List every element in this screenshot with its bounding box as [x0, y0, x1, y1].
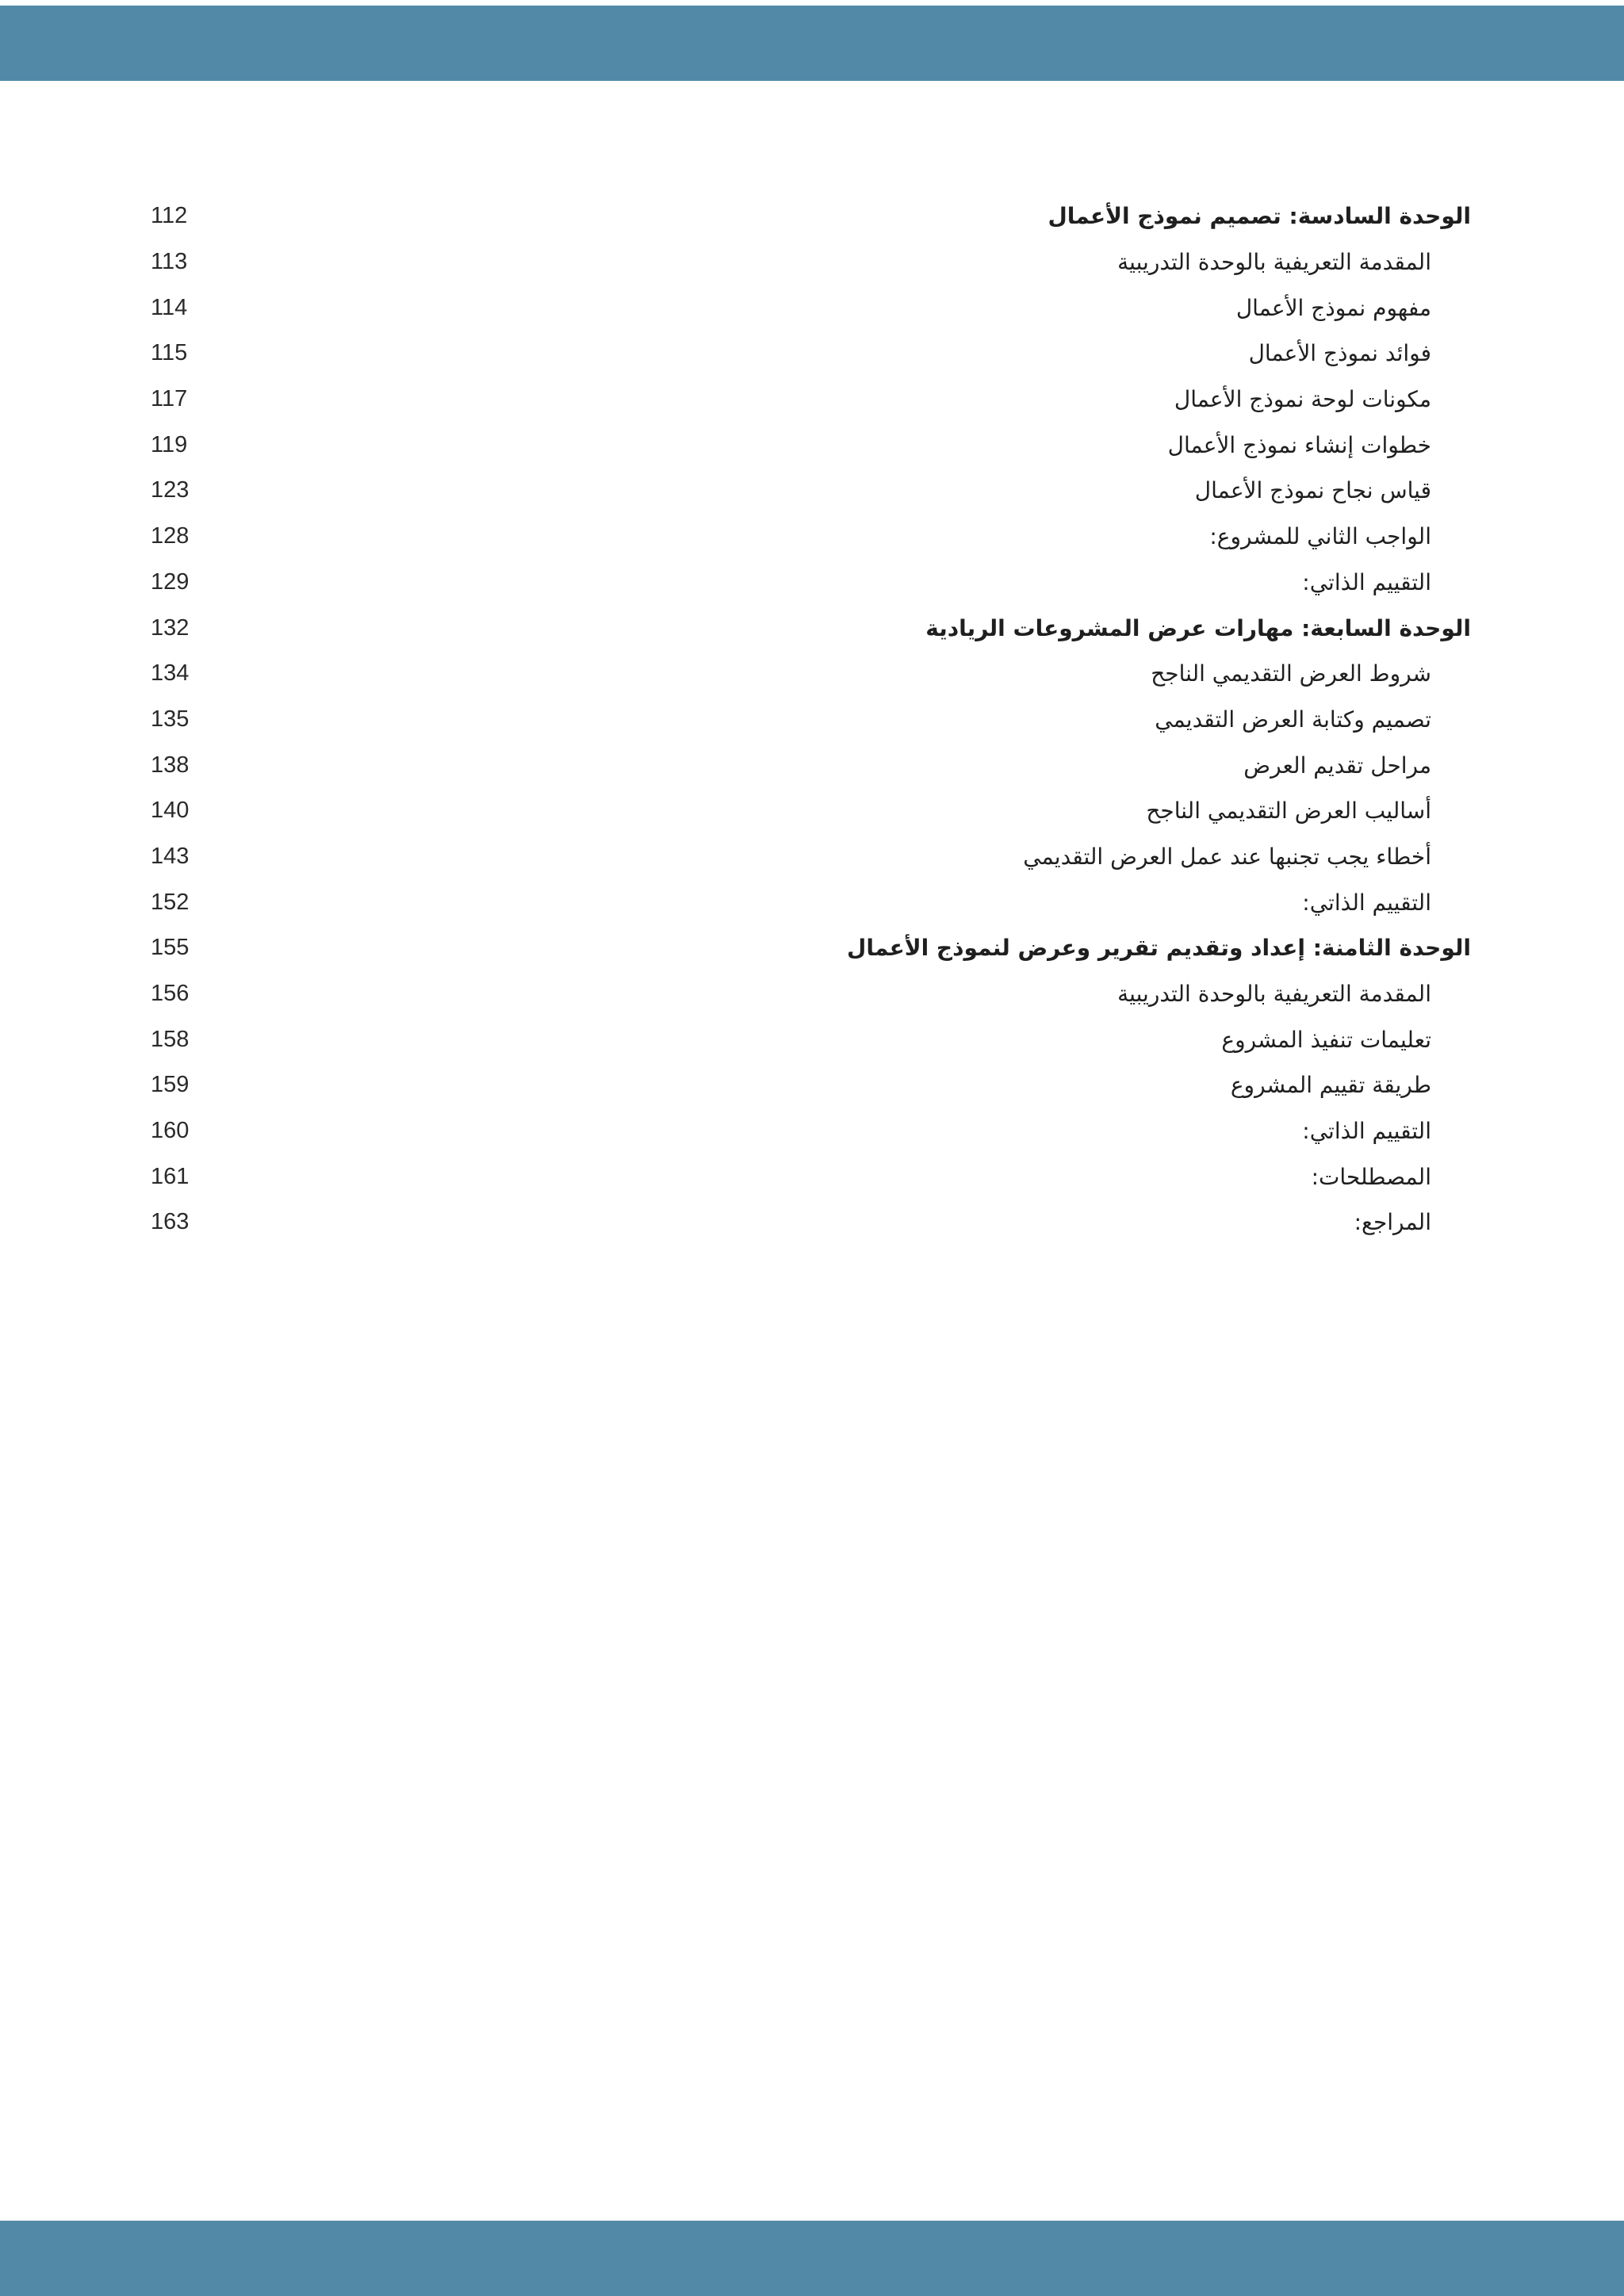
toc-entry-title: الوحدة السادسة: تصميم نموذج الأعمال — [1048, 203, 1471, 230]
toc-entry-title: التقييم الذاتي: — [1302, 568, 1431, 595]
toc-page-number: 129 — [151, 568, 190, 595]
toc-entry[interactable] — [151, 331, 1471, 377]
toc-entry[interactable] — [151, 468, 1471, 514]
toc-entry-title: شروط العرض التقديمي الناجح — [1151, 660, 1431, 687]
toc-entry-title: الوحدة السابعة: مهارات عرض المشروعات الريادية — [925, 614, 1471, 641]
toc-entry[interactable] — [151, 1200, 1471, 1246]
toc-entry[interactable] — [151, 514, 1471, 560]
toc-page-number: 115 — [151, 340, 188, 366]
toc-entry[interactable] — [151, 1016, 1471, 1062]
toc-page-number: 155 — [151, 935, 190, 961]
toc-entry-title: فوائد نموذج الأعمال — [1248, 340, 1431, 367]
toc-page-number: 163 — [151, 1209, 190, 1235]
toc-page-number: 152 — [151, 889, 190, 915]
toc-unit-heading[interactable] — [151, 605, 1471, 651]
toc-entry[interactable] — [151, 377, 1471, 423]
toc-entry[interactable] — [151, 422, 1471, 468]
toc-entry-title: التقييم الذاتي: — [1302, 1118, 1431, 1145]
toc-page-number: 112 — [151, 203, 188, 229]
toc-entry-title: التقييم الذاتي: — [1302, 889, 1431, 916]
toc-entry-title: مراحل تقديم العرض — [1243, 752, 1431, 779]
toc-entry-title: المقدمة التعريفية بالوحدة التدريبية — [1117, 981, 1431, 1008]
toc-entry[interactable] — [151, 788, 1471, 834]
toc-entry[interactable] — [151, 742, 1471, 788]
toc-entry[interactable] — [151, 1062, 1471, 1108]
toc-page-number: 143 — [151, 843, 190, 869]
toc-entry-title: مكونات لوحة نموذج الأعمال — [1174, 386, 1431, 413]
toc-unit-heading[interactable] — [151, 193, 1471, 239]
toc-page-number: 138 — [151, 752, 190, 778]
toc-page-number: 161 — [151, 1163, 190, 1189]
toc-entry[interactable] — [151, 971, 1471, 1017]
toc-page-number: 123 — [151, 477, 190, 503]
toc-entry-title: طريقة تقييم المشروع — [1230, 1072, 1431, 1099]
table-of-contents — [151, 193, 1471, 1246]
toc-entry[interactable] — [151, 879, 1471, 925]
toc-page-number: 158 — [151, 1026, 190, 1052]
toc-entry[interactable] — [151, 285, 1471, 331]
toc-entry-title: تعليمات تنفيذ المشروع — [1221, 1026, 1431, 1053]
toc-entry[interactable] — [151, 560, 1471, 606]
toc-page-number: 117 — [151, 386, 188, 412]
toc-entry-title: المقدمة التعريفية بالوحدة التدريبية — [1117, 249, 1431, 276]
header-band — [0, 6, 1624, 81]
toc-entry-title: خطوات إنشاء نموذج الأعمال — [1167, 431, 1431, 458]
toc-page-number: 132 — [151, 614, 190, 641]
toc-page-number: 128 — [151, 523, 190, 549]
toc-page-number: 113 — [151, 249, 188, 275]
toc-page-number: 135 — [151, 706, 190, 732]
toc-entry[interactable] — [151, 1108, 1471, 1154]
toc-entry-title: الواجب الثاني للمشروع: — [1209, 523, 1431, 550]
toc-entry-title: أخطاء يجب تجنبها عند عمل العرض التقديمي — [1023, 843, 1431, 870]
toc-entry[interactable] — [151, 697, 1471, 743]
toc-entry[interactable] — [151, 651, 1471, 697]
toc-page-number: 156 — [151, 981, 190, 1007]
toc-page-number: 134 — [151, 660, 190, 687]
toc-entry-title: الوحدة الثامنة: إعداد وتقديم تقرير وعرض لنموذج الأعمال — [847, 935, 1471, 962]
toc-entry-title: المصطلحات: — [1311, 1163, 1431, 1190]
toc-unit-heading[interactable] — [151, 925, 1471, 971]
toc-page-number: 160 — [151, 1118, 190, 1144]
toc-page-number: 119 — [151, 431, 188, 457]
toc-entry-title: تصميم وكتابة العرض التقديمي — [1155, 706, 1431, 733]
toc-page-number: 159 — [151, 1072, 190, 1098]
toc-entry[interactable] — [151, 1154, 1471, 1200]
toc-entry-title: أساليب العرض التقديمي الناجح — [1146, 798, 1431, 825]
toc-entry[interactable] — [151, 834, 1471, 880]
toc-page-number: 114 — [151, 294, 188, 320]
toc-entry[interactable] — [151, 239, 1471, 285]
toc-entry-title: قياس نجاح نموذج الأعمال — [1194, 477, 1431, 504]
toc-page-number: 140 — [151, 798, 190, 824]
toc-entry-title: المراجع: — [1354, 1209, 1431, 1236]
toc-entry-title: مفهوم نموذج الأعمال — [1235, 294, 1431, 321]
footer-band — [0, 2221, 1624, 2296]
